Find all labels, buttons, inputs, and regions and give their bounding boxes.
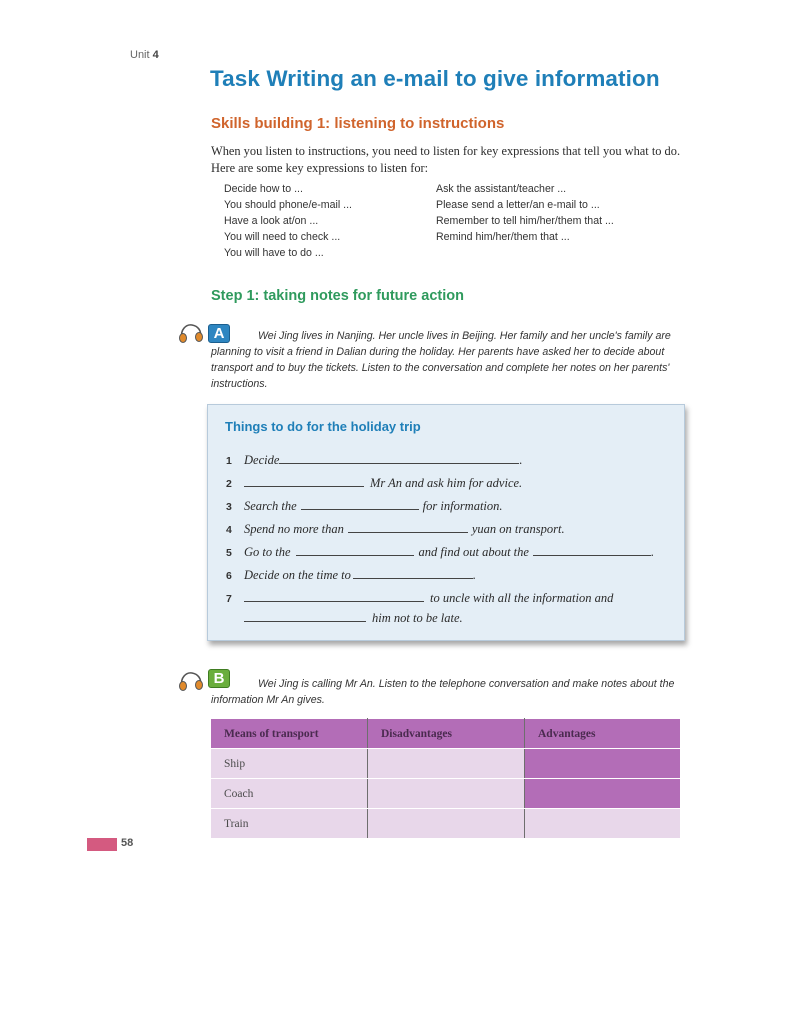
blank-field[interactable] [244, 610, 366, 622]
note-item-6 [226, 567, 476, 583]
table-row [211, 809, 681, 839]
blank-field[interactable] [296, 544, 414, 556]
blank-field[interactable] [244, 590, 424, 602]
note-text: to uncle with all the information and [430, 591, 614, 605]
note-text: and find out about the [418, 545, 529, 559]
expression-item: Ask the assistant/teacher ... [436, 183, 567, 195]
note-text: . [650, 545, 655, 559]
note-text: Mr An and ask him for advice. [370, 476, 523, 490]
expression-item: Decide how to ... [224, 183, 303, 195]
unit-prefix: Unit [130, 49, 150, 61]
note-text: yuan on transport. [471, 522, 565, 536]
advantages-cell[interactable] [525, 809, 681, 839]
column-header: Means of transport [211, 719, 368, 749]
expression-item: You should phone/e-mail ... [224, 199, 352, 212]
note-text: for information. [422, 499, 503, 513]
transport-table [210, 718, 681, 839]
skills-heading: Skills building 1: listening to instructions [211, 115, 505, 132]
blank-field[interactable] [348, 521, 468, 533]
skills-intro: When you listen to instructions, you need to listen for key expressions that tell you what to do. Here are some key expressions to listen for: [211, 144, 681, 175]
table-row [211, 749, 681, 779]
part-a-badge: A [208, 324, 230, 343]
expressions-left-list [224, 181, 352, 261]
expressions-right-list [436, 181, 614, 245]
note-number: 2 [226, 478, 232, 490]
note-text: Go to the [244, 545, 291, 559]
unit-label [130, 49, 159, 61]
expression-item: Please send a letter/an e-mail to ... [436, 199, 600, 212]
page-tab-marker [87, 838, 117, 851]
advantages-cell[interactable] [525, 779, 681, 809]
note-text: him not to be late. [372, 611, 463, 625]
transport-cell: Train [211, 809, 368, 839]
transport-cell: Coach [211, 779, 368, 809]
note-item-7-continued [226, 610, 463, 626]
headphones-icon [178, 670, 206, 692]
note-text: Decide [244, 453, 280, 467]
unit-number: 4 [152, 49, 159, 61]
note-item-5 [226, 544, 654, 560]
disadvantages-cell[interactable] [368, 809, 525, 839]
page-title: Task Writing an e-mail to give information [210, 66, 660, 91]
step1-heading: Step 1: taking notes for future action [211, 288, 464, 304]
table-header-row [211, 719, 681, 749]
blank-field[interactable] [244, 475, 364, 487]
expression-item: Remind him/her/them that ... [436, 231, 570, 244]
note-text: Search the [244, 499, 297, 513]
notes-title: Things to do for the holiday trip [225, 419, 421, 434]
note-text: Spend no more than [244, 522, 344, 536]
expression-item: Remember to tell him/her/them that ... [436, 215, 614, 228]
transport-cell: Ship [211, 749, 368, 779]
page-number: 58 [121, 837, 134, 849]
note-number: 1 [226, 455, 232, 467]
disadvantages-cell[interactable] [368, 779, 525, 809]
note-item-4 [226, 521, 565, 537]
column-header: Advantages [525, 719, 681, 749]
blank-field[interactable] [353, 567, 473, 579]
blank-field[interactable] [301, 498, 419, 510]
note-item-1 [226, 452, 523, 468]
note-text: . [519, 453, 523, 467]
table-row [211, 779, 681, 809]
part-b-badge: B [208, 669, 230, 688]
notes-card [207, 404, 685, 641]
note-number: 3 [226, 501, 232, 513]
note-number: 5 [226, 547, 232, 559]
expression-item: You will have to do ... [224, 247, 324, 260]
note-number: 6 [226, 570, 232, 582]
headphones-icon [178, 322, 206, 344]
advantages-cell[interactable] [525, 749, 681, 779]
note-item-7 [226, 590, 613, 606]
note-text: Decide on the time to [244, 568, 351, 582]
note-text: . [472, 568, 477, 582]
blank-field[interactable] [279, 452, 519, 464]
part-b-instructions: Wei Jing is calling Mr An. Listen to the telephone conversation and make notes about the information Mr An gives. [211, 678, 675, 706]
note-number: 7 [226, 593, 232, 605]
blank-field[interactable] [533, 544, 651, 556]
column-header: Disadvantages [368, 719, 525, 749]
part-a-instructions: Wei Jing lives in Nanjing. Her uncle lives in Beijing. Her family and her uncle's family are planning to visit a friend in Dalian during the holiday. Her parents have asked her to decide about transport and to buy the tickets. Listen to the conversation and complete her notes on her parents' instructions. [211, 330, 671, 390]
note-number: 4 [226, 524, 232, 536]
disadvantages-cell[interactable] [368, 749, 525, 779]
expression-item: You will need to check ... [224, 231, 341, 244]
note-item-3 [226, 498, 503, 514]
expression-item: Have a look at/on ... [224, 215, 319, 228]
note-item-2 [226, 475, 522, 491]
